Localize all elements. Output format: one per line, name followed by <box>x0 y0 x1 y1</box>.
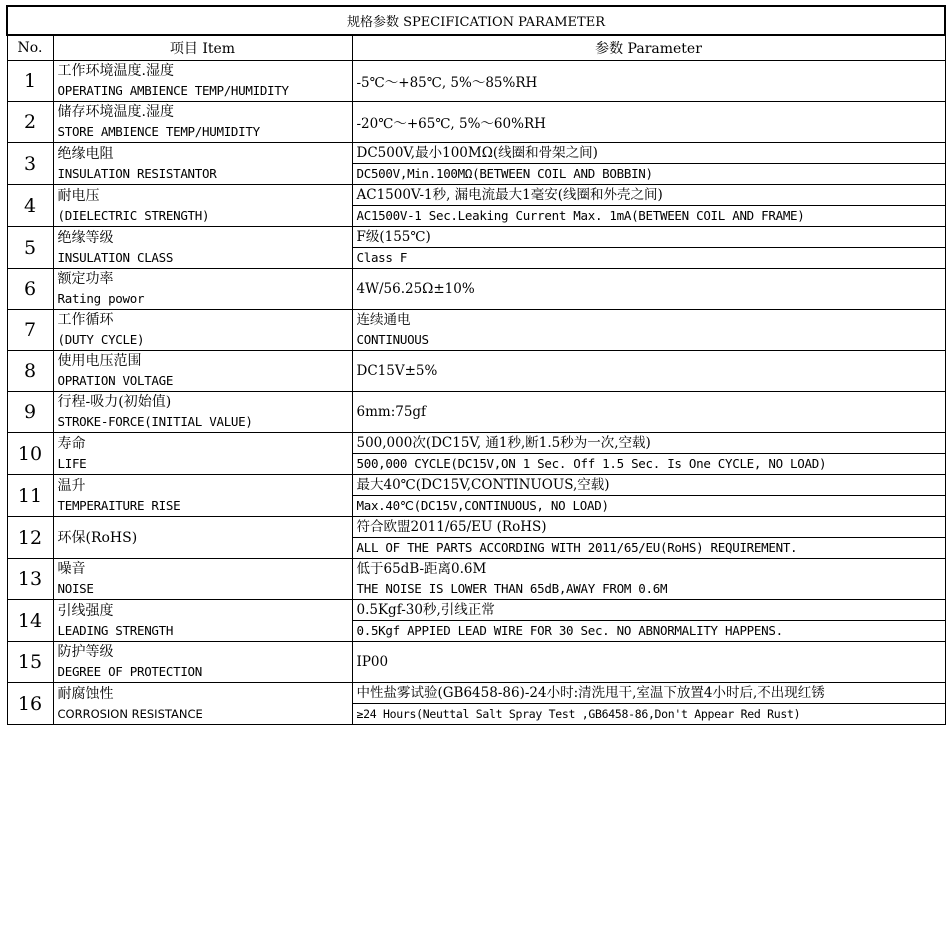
item-name-en: STORE AMBIENCE TEMP/HUMIDITY <box>57 124 260 139</box>
item-name-en: Rating powor <box>57 291 145 306</box>
item-name-en: INSULATION CLASS <box>57 249 174 265</box>
table-row <box>7 185 945 227</box>
parameter-cell <box>352 683 945 725</box>
row-number: 11 <box>7 475 53 517</box>
parameter-cell <box>352 559 945 600</box>
item-cell <box>53 269 352 310</box>
item-cell <box>53 642 352 683</box>
item-cell <box>53 227 352 269</box>
item-name-zh: 引线强度 <box>57 602 114 619</box>
row-number: 1 <box>7 61 53 102</box>
item-name-zh: 温升 <box>57 477 86 494</box>
parameter-line: 4W/56.25Ω±10% <box>356 281 475 297</box>
item-name-zh: 绝缘等级 <box>57 229 114 246</box>
parameter-line-zh: 连续通电 <box>356 312 411 328</box>
item-cell <box>53 392 352 433</box>
parameter-line-zh: F级(155℃) <box>353 227 945 248</box>
item-name-en: LIFE <box>57 455 87 471</box>
parameter-cell <box>352 269 945 310</box>
row-number: 2 <box>7 102 53 143</box>
item-name-en: STROKE-FORCE(INITIAL VALUE) <box>57 414 253 429</box>
item-name-zh: 额定功率 <box>57 271 114 287</box>
item-name-zh: 使用电压范围 <box>57 353 142 369</box>
parameter-line-en: 0.5Kgf APPIED LEAD WIRE FOR 30 Sec. NO ABNORMALITY HAPPENS. <box>356 623 783 638</box>
parameter-cell <box>352 517 945 559</box>
item-name-zh: 绝缘电阻 <box>57 145 114 162</box>
item-name-en: CORROSION RESISTANCE <box>57 706 203 721</box>
header-parameter: 参数 Parameter <box>352 35 945 61</box>
table-row <box>7 475 945 517</box>
item-name-en: LEADING STRENGTH <box>57 622 174 638</box>
table-row <box>7 559 945 600</box>
parameter-line-en: Max.40℃(DC15V,CONTINUOUS, NO LOAD) <box>356 498 609 513</box>
item-cell <box>53 102 352 143</box>
parameter-line: -20℃～+65℃, 5%～60%RH <box>356 116 546 132</box>
item-cell <box>53 185 352 227</box>
table-row <box>7 642 945 683</box>
row-number: 7 <box>7 310 53 351</box>
item-cell <box>53 143 352 185</box>
item-cell <box>53 310 352 351</box>
item-name-zh: 工作循环 <box>57 312 114 328</box>
item-name-en: OPRATION VOLTAGE <box>57 373 174 388</box>
parameter-line-zh: 500,000次(DC15V, 通1秒,断1.5秒为一次,空载) <box>353 433 945 454</box>
item-cell <box>53 475 352 517</box>
parameter-line-en: ≥24 Hours(Neuttal Salt Spray Test ,GB6458-86,Don't Appear Red Rust) <box>356 707 801 721</box>
table-row <box>7 683 945 725</box>
item-cell <box>53 600 352 642</box>
parameter-line-zh: DC500V,最小100MΩ(线圈和骨架之间) <box>353 143 945 164</box>
table-row <box>7 433 945 475</box>
item-cell <box>53 517 352 559</box>
row-number: 13 <box>7 559 53 600</box>
table-row <box>7 351 945 392</box>
item-name-zh: 耐电压 <box>57 187 100 204</box>
item-name-zh: 耐腐蚀性 <box>57 685 114 702</box>
parameter-line: 6mm:75gf <box>356 404 427 420</box>
parameter-line-en: CONTINUOUS <box>356 332 429 347</box>
parameter-cell <box>352 185 945 227</box>
item-name-en: OPERATING AMBIENCE TEMP/HUMIDITY <box>57 83 289 98</box>
row-number: 3 <box>7 143 53 185</box>
item-name-zh: 噪音 <box>57 561 86 577</box>
parameter-line-en: Class F <box>356 250 408 265</box>
header-item: 项目 Item <box>53 35 352 61</box>
parameter-cell <box>352 310 945 351</box>
row-number: 10 <box>7 433 53 475</box>
specification-table <box>6 5 946 725</box>
table-row <box>7 227 945 269</box>
table-row <box>7 600 945 642</box>
parameter-cell <box>352 600 945 642</box>
parameter-cell <box>352 143 945 185</box>
row-number: 6 <box>7 269 53 310</box>
item-name-zh: 环保(RoHS) <box>57 529 138 546</box>
item-cell <box>53 61 352 102</box>
parameter-line-en: DC500V,Min.100MΩ(BETWEEN COIL AND BOBBIN) <box>356 166 653 181</box>
item-name-en: DEGREE OF PROTECTION <box>57 664 203 679</box>
parameter-cell <box>352 102 945 143</box>
table-row <box>7 61 945 102</box>
item-name-en: TEMPERAITURE RISE <box>57 497 181 513</box>
parameter-line-zh: AC1500V-1秒, 漏电流最大1毫安(线圈和外壳之间) <box>353 185 945 206</box>
item-cell <box>53 683 352 725</box>
row-number: 12 <box>7 517 53 559</box>
row-number: 4 <box>7 185 53 227</box>
row-number: 16 <box>7 683 53 725</box>
table-header-row <box>7 35 945 61</box>
item-cell <box>53 559 352 600</box>
parameter-line-en: ALL OF THE PARTS ACCORDING WITH 2011/65/EU(RoHS) REQUIREMENT. <box>356 540 798 555</box>
item-name-en: (DUTY CYCLE) <box>57 332 145 347</box>
parameter-line-zh: 符合欧盟2011/65/EU (RoHS) <box>353 517 945 538</box>
table-row <box>7 269 945 310</box>
item-name-zh: 寿命 <box>57 435 86 452</box>
parameter-line-zh: 最大40℃(DC15V,CONTINUOUS,空载) <box>353 475 945 496</box>
row-number: 15 <box>7 642 53 683</box>
item-name-zh: 工作环境温度.湿度 <box>57 63 174 79</box>
item-name-zh: 防护等级 <box>57 644 114 660</box>
parameter-line-zh: 0.5Kgf-30秒,引线正常 <box>353 600 945 621</box>
parameter-line-en: THE NOISE IS LOWER THAN 65dB,AWAY FROM 0.6M <box>356 581 668 596</box>
item-name-en: (DIELECTRIC STRENGTH) <box>57 207 210 223</box>
parameter-cell <box>352 642 945 683</box>
row-number: 8 <box>7 351 53 392</box>
header-no: No. <box>7 35 53 61</box>
parameter-cell <box>352 351 945 392</box>
row-number: 9 <box>7 392 53 433</box>
parameter-line-en: 500,000 CYCLE(DC15V,ON 1 Sec. Off 1.5 Sec. Is One CYCLE, NO LOAD) <box>356 456 827 471</box>
specification-sheet <box>6 5 944 725</box>
table-row <box>7 310 945 351</box>
table-row <box>7 517 945 559</box>
table-row <box>7 143 945 185</box>
parameter-cell <box>352 433 945 475</box>
row-number: 14 <box>7 600 53 642</box>
parameter-line: IP00 <box>356 654 389 670</box>
item-name-en: NOISE <box>57 581 94 596</box>
parameter-line-zh: 低于65dB-距离0.6M <box>356 561 487 577</box>
item-cell <box>53 433 352 475</box>
parameter-line-en: AC1500V-1 Sec.Leaking Current Max. 1mA(BETWEEN COIL AND FRAME) <box>356 208 805 223</box>
parameter-line-zh: 中性盐雾试验(GB6458-86)-24小时:清洗甩干,室温下放置4小时后,不出现红锈 <box>353 683 945 704</box>
table-row <box>7 392 945 433</box>
item-name-en: INSULATION RESISTANTOR <box>57 165 217 181</box>
row-number: 5 <box>7 227 53 269</box>
table-row <box>7 102 945 143</box>
item-cell <box>53 351 352 392</box>
parameter-cell <box>352 392 945 433</box>
table-title: 规格参数 SPECIFICATION PARAMETER <box>7 6 945 35</box>
parameter-line: DC15V±5% <box>356 363 438 379</box>
parameter-cell <box>352 227 945 269</box>
item-name-zh: 储存环境温度.湿度 <box>57 104 174 120</box>
parameter-cell <box>352 475 945 517</box>
parameter-cell <box>352 61 945 102</box>
parameter-line: -5℃～+85℃, 5%～85%RH <box>356 75 538 91</box>
item-name-zh: 行程-吸力(初始值) <box>57 394 172 410</box>
